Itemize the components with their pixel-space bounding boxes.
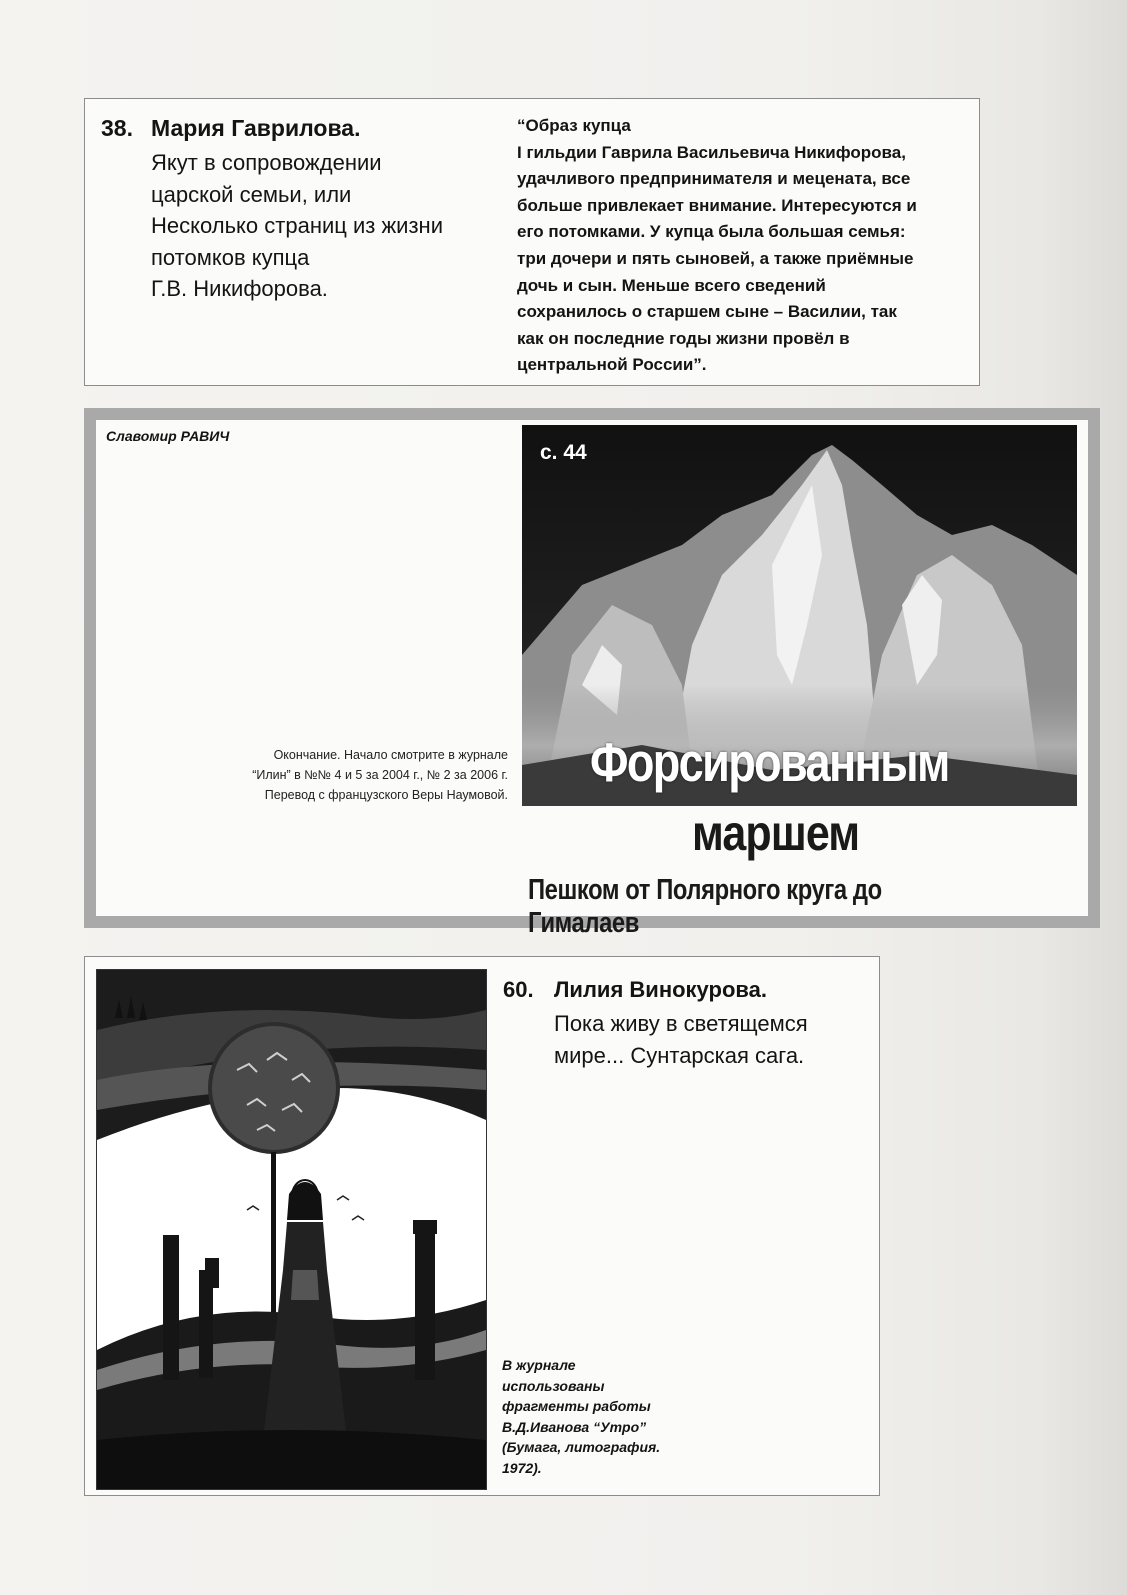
note-line: Перевод с французского Веры Наумовой. (264, 788, 508, 802)
title-line: мире... Сунтарская сага. (554, 1042, 805, 1068)
lithograph-image (96, 969, 487, 1490)
entry-author: Мария Гаврилова. (151, 115, 361, 141)
quote-line: сохранилось о старшем сыне – Василии, так (517, 302, 897, 322)
entry-60-box (84, 956, 880, 1496)
title-line: Пока живу в светящемся (554, 1011, 808, 1036)
credits-line: 1972). (502, 1459, 542, 1476)
entry-author: Лилия Винокурова. (554, 977, 767, 1002)
lithograph-illustration (97, 970, 486, 1489)
quote-line: три дочери и пять сыновей, а также приёмные (517, 248, 914, 268)
credits-line: использованы (502, 1377, 605, 1394)
entry-number: 38. (101, 115, 133, 141)
credits-line: В журнале (502, 1357, 576, 1373)
article-author: Славомир РАВИЧ (106, 428, 230, 444)
quote-line: больше привлекает внимание. Интересуются и (517, 195, 917, 215)
credits-line: (Бумага, литография. (502, 1439, 661, 1455)
quote-line: I гильдии Гаврила Васильевича Никифорова, (517, 142, 906, 162)
image-credits (502, 1355, 702, 1478)
entry-title (151, 147, 501, 305)
entry-title (554, 1008, 864, 1071)
title-line: Якут в сопровождении (151, 150, 382, 175)
entry-number: 60. (503, 977, 534, 1002)
note-line: “Илин” в №№ 4 и 5 за 2004 г., № 2 за 2006 г. (252, 768, 508, 782)
quote-line: его потомками. У купца была большая семья: (517, 222, 906, 242)
title-line: Несколько страниц из жизни (151, 213, 443, 238)
quote-line: как он последние годы жизни провёл в (517, 328, 850, 348)
article-title-line2: маршем (692, 805, 860, 861)
title-line: потомков купца (151, 244, 310, 270)
article-teaser-frame (84, 408, 1100, 939)
credits-line: фрагменты работы (502, 1398, 651, 1414)
mountain-photo (522, 425, 1077, 806)
quote-line: “Образ купца (517, 116, 631, 135)
credits-line: В.Д.Иванова “Утро” (502, 1418, 647, 1435)
article-teaser-inner (96, 420, 1088, 939)
note-line: Окончание. Начало смотрите в журнале (273, 748, 508, 762)
article-note (176, 745, 508, 805)
quote-line: дочь и сын. Меньше всего сведений (517, 275, 826, 295)
article-subtitle: Пешком от Полярного круга до Гималаев (528, 874, 882, 939)
title-line: Г.В. Никифорова. (151, 276, 328, 301)
page-reference: с. 44 (540, 441, 587, 464)
quote-line: удачливого предпринимателя и мецената, все (517, 169, 911, 189)
quote-line: центральной России”. (517, 355, 707, 375)
title-line: царской семьи, или (151, 181, 352, 207)
entry-quote (517, 113, 967, 379)
entry-38-box (84, 98, 980, 386)
article-title-line1: Форсированным (590, 731, 949, 793)
